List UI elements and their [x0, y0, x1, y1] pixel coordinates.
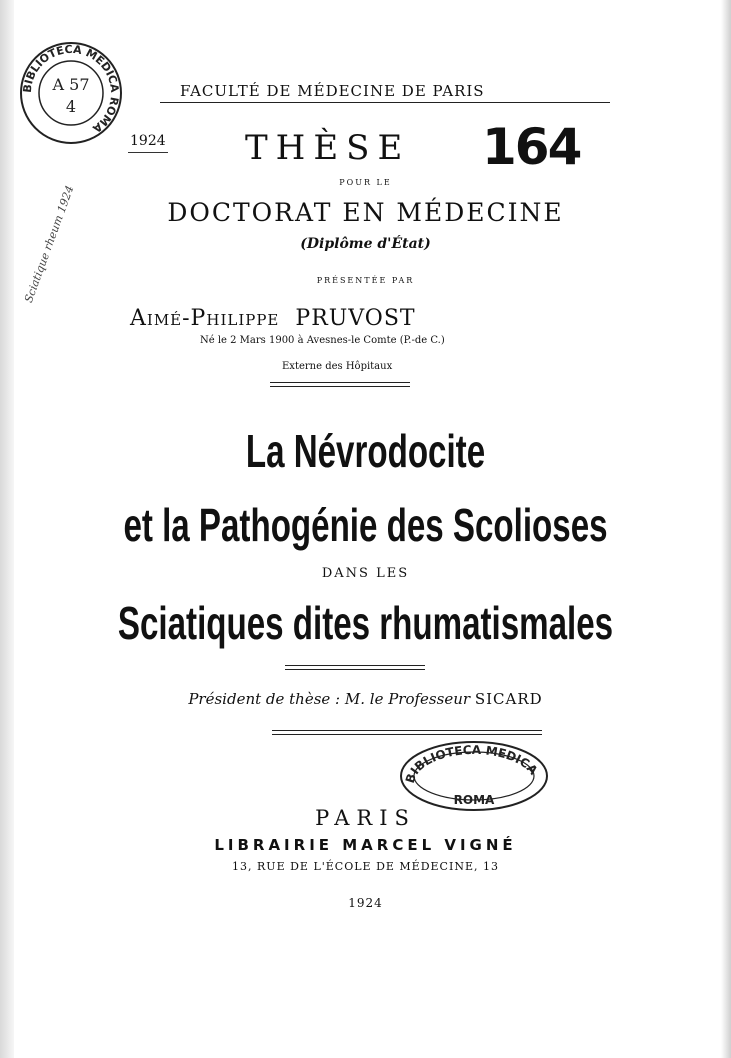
thesis-number: 164 [482, 118, 581, 176]
faculty-name: FACULTÉ DE MÉDECINE DE PARIS [180, 82, 485, 100]
author-last-name: PRUVOST [295, 306, 416, 331]
library-stamp-right [398, 740, 550, 812]
degree-title: DOCTORAT EN MÉDECINE [167, 198, 564, 227]
these-heading: THÈSE [245, 128, 411, 168]
year-underline [128, 152, 168, 153]
author-name [130, 306, 416, 331]
publisher-address: 13, RUE DE L'ÉCOLE DE MÉDECINE, 13 [232, 860, 499, 873]
title-line-1: La Névrodocite [245, 425, 486, 477]
stamp-left-shelfmark: A 57 [52, 75, 90, 94]
title-line-2: et la Pathogénie des Scolioses [123, 499, 608, 551]
header-rule [160, 102, 610, 103]
stamp-right-city: ROMA [453, 793, 495, 807]
library-stamp-left [16, 38, 126, 148]
author-position: Externe des Hôpitaux [282, 361, 393, 372]
presented-by-label: PRÉSENTÉE PAR [316, 276, 415, 285]
title-connector: DANS LES [321, 566, 410, 581]
stamp-left-ring-text: BIBLIOTECA MEDICA ROMA [20, 42, 122, 136]
divider-rule-3 [272, 730, 542, 735]
thesis-president [0, 690, 731, 708]
publisher-name: LIBRAIRIE MARCEL VIGNÉ [214, 836, 517, 854]
stamp-left-number: 4 [65, 97, 77, 116]
title-line-3: Sciatiques dites rhumatismales [117, 597, 614, 649]
author-birth-info: Né le 2 Mars 1900 à Avesnes-le Comte (P.-de C.) [200, 335, 445, 346]
publication-year: 1924 [348, 896, 383, 910]
stamp-right-ring-text: BIBLIOTECA MEDICA [402, 742, 541, 785]
pour-le-label: POUR LE [339, 178, 392, 187]
header-year: 1924 [130, 133, 166, 149]
author-first-name: Aimé-Philippe [130, 306, 280, 331]
president-name: SICARD [474, 690, 543, 708]
publisher-city: PARIS [315, 806, 416, 830]
divider-rule-1 [270, 382, 410, 387]
diplome-subtitle: (Diplôme d'État) [300, 236, 431, 252]
divider-rule-2 [285, 665, 425, 670]
handwritten-marginalia: Sciatique rheum 1924 [22, 183, 77, 305]
president-label: Président de thèse : M. le Professeur [188, 690, 471, 708]
